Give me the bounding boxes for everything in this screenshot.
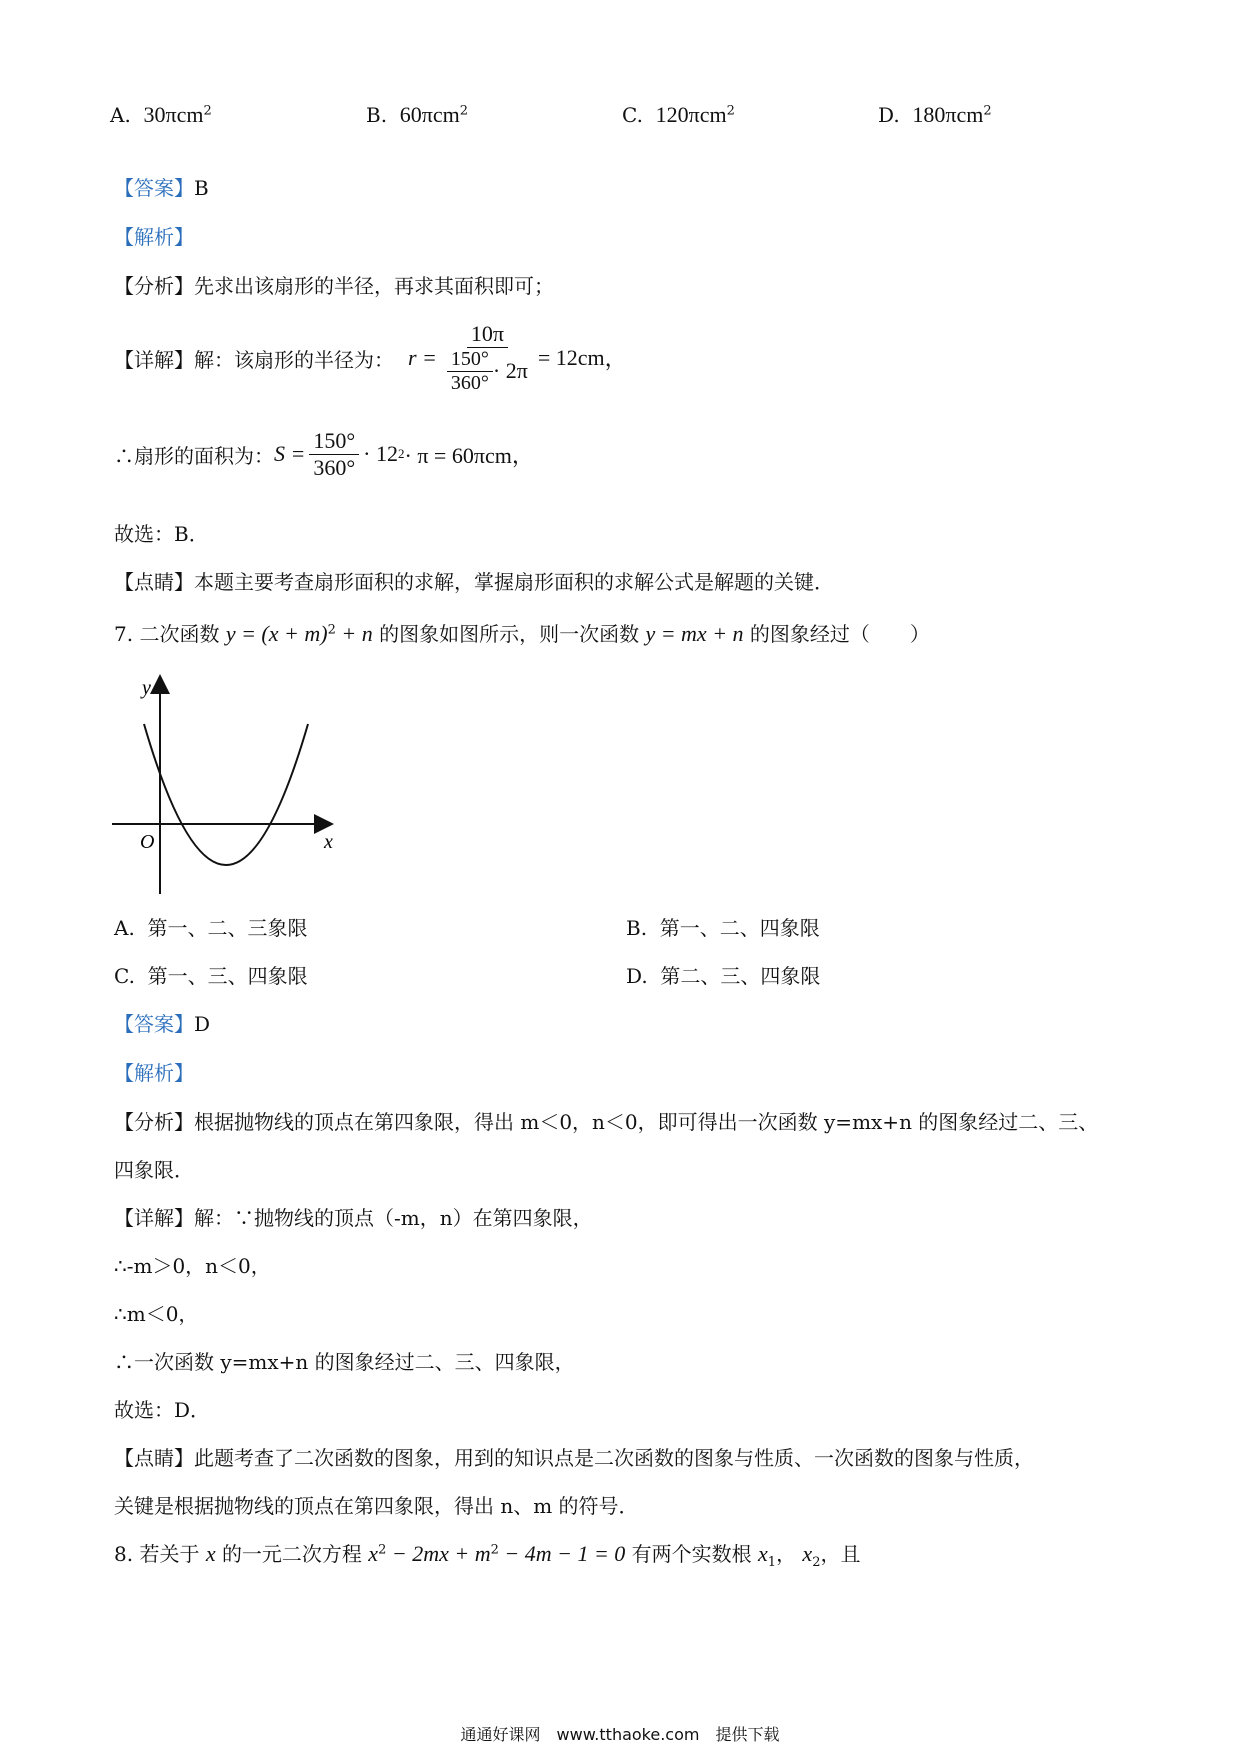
answer-tag: 【答案】 [114, 176, 194, 200]
q7-stem: 7. 二次函数 $y = (x + m)^2 + n$ 的图象如图所示，则一次函数 y = mx + n 的图象经过（ ） [114, 621, 930, 646]
q6-detail: 【详解】 解：该扇形的半径为： r = 10π $\frac{150^\circ}{360^\circ}$ · 2π = 12cm ， [114, 321, 627, 394]
parabola-curve [144, 724, 308, 865]
radius-formula: r = 10π $\frac{150^\circ}{360^\circ}$ · 2π = 12cm ， [408, 321, 627, 394]
page-footer: 通通好课网 www.tthaoke.com 提供下载 [460, 1725, 780, 1744]
q7-step-3: ∴一次函数 y=mx+n 的图象经过二、三、四象限， [114, 1350, 575, 1374]
q6-choose: 故选：B． [114, 522, 209, 546]
q6-option-a: A. 30πcm$^2$ [110, 102, 212, 127]
q6-option-c: C. 120πcm$^2$ [622, 102, 735, 127]
q7-dianjing-cont: 关键是根据抛物线的顶点在第四象限，得出 n、m 的符号． [114, 1494, 639, 1518]
q6-dianjing: 【点睛】本题主要考查扇形面积的求解，掌握扇形面积的求解公式是解题的关键． [114, 570, 834, 594]
q8-stem: 8. 若关于 x 的一元二次方程 $x^2 - 2mx + m^2 - 4m - 1 = 0$ 有两个实数根 $x_1$， $x_2$，且 [114, 1541, 861, 1570]
q6-option-b: B. 60πcm$^2$ [366, 102, 469, 127]
q7-option-b: B. 第一、二、四象限 [626, 916, 820, 940]
q7-detail: 【详解】解：∵抛物线的顶点（-m，n）在第四象限， [114, 1206, 593, 1230]
q7-option-a: A. 第一、二、三象限 [114, 916, 308, 940]
area-formula: S = $\frac{150^\circ}{360^\circ}$ · 12 2 · π = 60πcm， [274, 428, 534, 480]
q6-options [110, 102, 1090, 132]
q6-analysis: 【分析】先求出该扇形的半径，再求其面积即可； [114, 274, 554, 298]
origin-label: O [140, 831, 155, 853]
q7-step-1: ∴-m＞0，n＜0， [114, 1254, 271, 1278]
q7-dianjing: 【点睛】此题考查了二次函数的图象，用到的知识点是二次函数的图象与性质、一次函数的图象与性质， [114, 1446, 1034, 1470]
q6-answer: 【答案】B [114, 176, 209, 200]
q6-area: ∴扇形的面积为： S = $\frac{150^\circ}{360^\circ}$ · 12 2 · π = 60πcm， [114, 428, 534, 480]
q6-option-d: D. 180πcm$^2$ [878, 102, 992, 127]
q7-analysis: 【分析】根据抛物线的顶点在第四象限，得出 m＜0，n＜0，即可得出一次函数 y=mx+n 的图象经过二、三、 [114, 1110, 1099, 1134]
q7-jiexi-tag: 【解析】 [114, 1061, 194, 1085]
q7-step-2: ∴m＜0， [114, 1302, 199, 1326]
q7-choose: 故选：D． [114, 1398, 211, 1422]
q7-option-c: C. 第一、三、四象限 [114, 964, 308, 988]
q7-analysis-cont: 四象限． [114, 1158, 194, 1182]
q7-option-d: D. 第二、三、四象限 [626, 964, 821, 988]
q6-jiexi-tag: 【解析】 [114, 225, 194, 249]
q7-answer: 【答案】D [114, 1012, 211, 1036]
x-axis-label: x [324, 831, 333, 853]
y-axis-label: y [142, 677, 151, 699]
parabola-graph [108, 672, 348, 902]
